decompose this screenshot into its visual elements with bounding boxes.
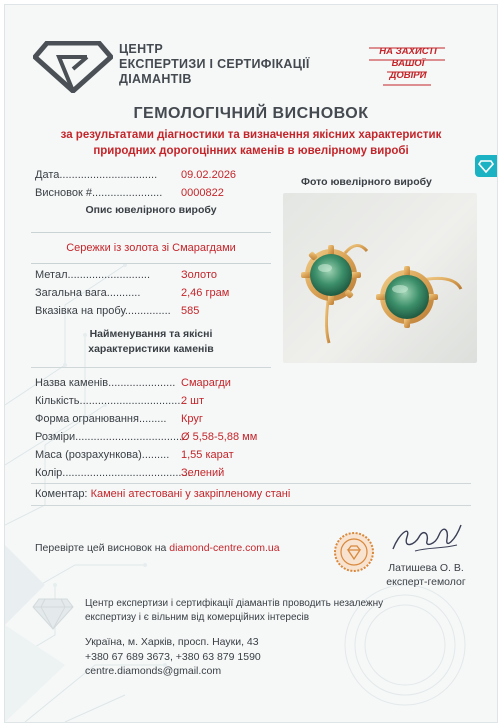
stone-value: Смарагди	[181, 377, 231, 389]
independence-statement	[85, 597, 445, 625]
comment-row	[35, 488, 290, 500]
product-description: Сережки із золота зі Смарагдами	[31, 232, 271, 264]
comment-value: Камені атестовані у закріпленому стані	[90, 488, 291, 500]
signer-block	[381, 561, 471, 589]
address: Україна, м. Харків, просп. Науки, 43	[85, 636, 259, 648]
metal-label: Метал...........................	[35, 269, 151, 281]
stone-label: Маса (розрахункова).........	[35, 449, 170, 461]
emerald-earrings-image	[283, 193, 477, 363]
weight-value: 2,46 грам	[181, 287, 230, 299]
verify-text: Перевірте цей висновок на	[35, 542, 167, 554]
assay-value: 585	[181, 305, 200, 317]
diamond-tab-icon	[475, 155, 497, 177]
subtitle-line: за результатами діагностики та визначення якісних характеристик	[60, 129, 442, 141]
expert-signature	[385, 515, 465, 559]
stone-value: 2 шт	[181, 395, 205, 407]
number-value: 0000822	[181, 187, 224, 199]
stones-title-line: характеристики каменів	[88, 343, 214, 355]
certificate-page	[4, 4, 498, 723]
stone-value: Зелений	[181, 467, 225, 479]
diamond-watermark-icon	[31, 595, 75, 633]
metal-value: Золото	[181, 269, 217, 281]
date-label: Дата................................	[35, 169, 158, 181]
side-tab-logo[interactable]	[475, 155, 497, 177]
signer-name: Латишева О. В.	[388, 562, 464, 574]
stones-title-line: Найменування та якісні	[89, 328, 213, 340]
divider	[31, 367, 271, 368]
assay-label: Вказівка на пробу...............	[35, 305, 171, 317]
stone-value: 1,55 карат	[181, 449, 234, 461]
divider	[31, 483, 471, 484]
gia-seal-icon	[333, 531, 375, 573]
stone-label-text: Колір	[35, 467, 63, 479]
org-line: ДІАМАНТІВ	[119, 72, 192, 86]
org-line: ЦЕНТР	[119, 42, 163, 56]
stone-label: Розміри.....................................	[35, 431, 189, 443]
weight-label: Загальна вага...........	[35, 287, 141, 299]
stone-label: Форма огранювання.........	[35, 413, 167, 425]
subtitle-line: природних дорогоцінних каменів в ювелірному виробі	[93, 145, 409, 157]
organization-name	[119, 42, 310, 87]
number-label: Висновок #.......................	[35, 187, 163, 199]
stone-label-text: Маса (розрахункова)	[35, 449, 142, 461]
date-value: 09.02.2026	[181, 169, 237, 181]
document-title: ГЕМОЛОГІЧНИЙ ВИСНОВОК	[133, 105, 369, 122]
weight-label-text: Загальна вага	[35, 287, 107, 299]
stamp-line: НА ЗАХИСТІ	[379, 46, 437, 57]
stone-label: Колір..........................................	[35, 467, 191, 479]
stone-value: Круг	[181, 413, 203, 425]
assay-label-text: Вказівка на пробу	[35, 305, 125, 317]
stones-section-title	[31, 327, 271, 357]
verify-link[interactable]: diamond-centre.com.ua	[169, 542, 280, 554]
stone-value: Ø 5,58-5,88 мм	[181, 431, 258, 443]
item-section-title: Опис ювелірного виробу	[85, 204, 217, 216]
stone-label: Кількість...................................	[35, 395, 187, 407]
stamp-line: ДОВІРИ	[389, 70, 427, 81]
comment-label: Коментар:	[35, 488, 88, 500]
date-label-text: Дата	[35, 169, 60, 181]
stone-label-text: Кількість	[35, 395, 80, 407]
phones[interactable]: +380 67 689 3673, +380 63 879 1590	[85, 650, 261, 663]
email[interactable]: centre.diamonds@gmail.com	[85, 665, 222, 677]
trust-stamp	[367, 46, 449, 82]
number-label-text: Висновок #	[35, 187, 92, 199]
stone-label-text: Розміри	[35, 431, 76, 443]
statement-line: Центр експертизи і сертифікації діамантів проводить незалежну	[85, 598, 384, 609]
statement-line: експертизу і є вільним від комерційних інтересів	[85, 612, 310, 623]
stone-label-text: Форма огранювання	[35, 413, 139, 425]
diamond-logo-icon	[33, 41, 113, 93]
document-subtitle	[25, 127, 477, 159]
contact-block	[85, 635, 261, 679]
jewelry-photo	[283, 193, 477, 363]
stone-label: Назва каменів......................	[35, 377, 176, 389]
divider	[31, 505, 471, 506]
photo-title: Фото ювелірного виробу	[301, 176, 432, 188]
signer-role: експерт-гемолог	[386, 576, 466, 588]
metal-label-text: Метал	[35, 269, 68, 281]
verify-line	[35, 542, 280, 554]
stone-label-text: Назва каменів	[35, 377, 109, 389]
org-line: ЕКСПЕРТИЗИ І СЕРТИФІКАЦІЇ	[119, 57, 310, 71]
stamp-line: ВАШОЇ	[391, 58, 425, 69]
